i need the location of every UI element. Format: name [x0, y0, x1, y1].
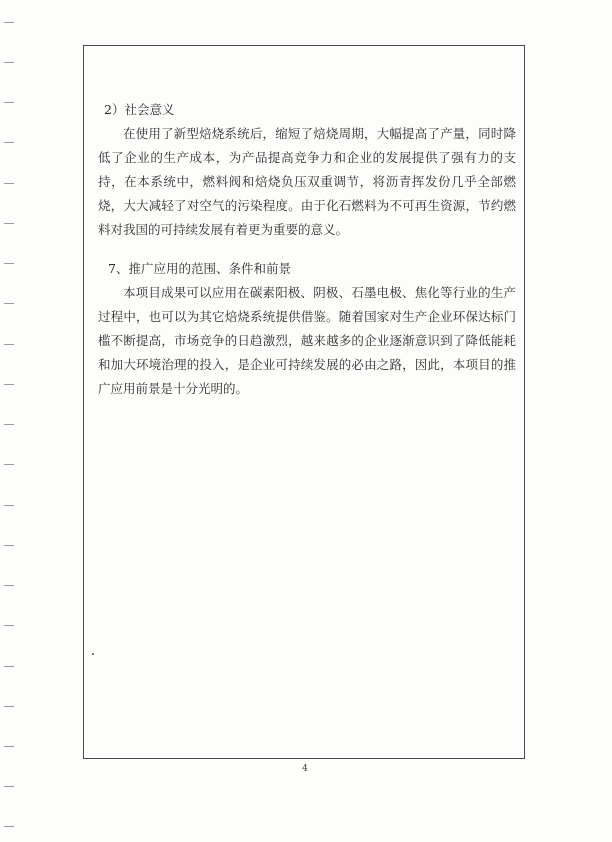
margin-mark [4, 384, 14, 385]
margin-mark [4, 183, 14, 184]
margin-mark [4, 666, 14, 667]
page-number: 4 [302, 764, 308, 774]
page-content [98, 98, 516, 401]
margin-mark [4, 706, 14, 707]
scan-speck [92, 653, 94, 655]
margin-mark [4, 625, 14, 626]
section-paragraph-application: 本项目成果可以应用在碳素阳极、阴极、石墨电极、焦化等行业的生产过程中，也可以为其它焙烧系统提供借鉴。随着国家对生产企业环保达标门槛不断提高，市场竞争的日趋激烈，越来越多的企业逐渐意识到了降低能耗和加大环境治理的投入，是企业可持续发展的必由之路，因此，本项目的推广应用前景是十分光明的。 [98, 285, 516, 396]
margin-mark [4, 223, 14, 224]
margin-mark [4, 826, 14, 827]
section-paragraph-social: 在使用了新型焙烧系统后，缩短了焙烧周期，大幅提高了产量，同时降低了企业的生产成本，为产品提高竞争力和企业的发展提供了强有力的支持，在本系统中，燃料阀和焙烧负压双重调节，将沥青挥发份几乎全部燃烧，大大减轻了对空气的污染程度。由于化石燃料为不可再生资源，节约燃料对我国的可持续发展有着更为重要的意义。 [98, 126, 516, 237]
margin-mark [4, 585, 14, 586]
margin-mark [4, 344, 14, 345]
margin-mark [4, 464, 14, 465]
margin-mark [4, 303, 14, 304]
margin-mark [4, 263, 14, 264]
margin-mark [4, 142, 14, 143]
section-heading-social: 2）社会意义 [104, 102, 175, 117]
margin-mark [4, 424, 14, 425]
margin-mark [4, 505, 14, 506]
margin-mark [4, 62, 14, 63]
margin-mark [4, 102, 14, 103]
margin-mark [4, 545, 14, 546]
margin-mark [4, 746, 14, 747]
margin-mark [4, 786, 14, 787]
margin-mark [4, 22, 14, 23]
section-heading-application: 7、推广应用的范围、条件和前景 [108, 261, 291, 276]
